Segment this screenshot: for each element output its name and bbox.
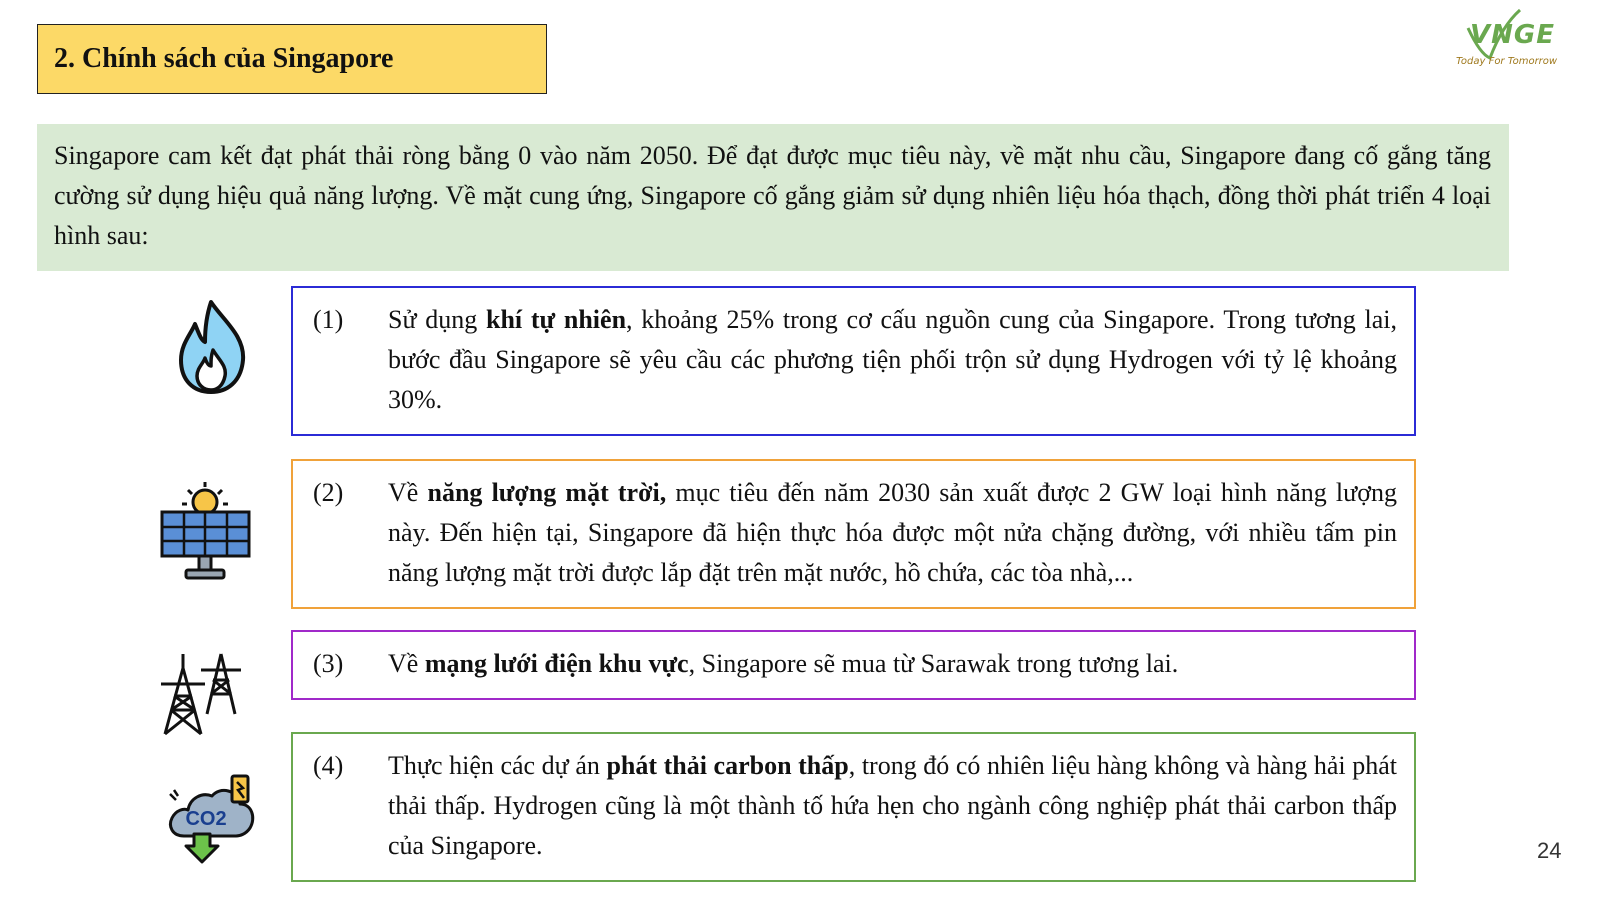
intro-text: Singapore cam kết đạt phát thải ròng bằng 0 vào năm 2050. Để đạt được mục tiêu này, về mặt nhu cầu, Singapore đang cố gắng tăng cường sử dụng hiệu quả năng lượng. Về mặt cung ứng, Singapore cố gắng giảm sử dụng nhiên liệu hóa thạch, đồng thời phát triển 4 loại hình sau: (54, 141, 1491, 250)
item-text (388, 300, 1397, 434)
item-text (388, 473, 1397, 607)
flame-icon (175, 298, 250, 396)
item-keyword: mạng lưới điện khu vực (424, 649, 689, 678)
item-text-rest: mục tiêu đến năm 2030 sản xuất được 2 GW loại hình năng lượng này. Đến hiện tại, Singapore đã hiện thực hóa được một nửa chặng đường, với nhiều tấm pin năng lượng mặt trời được lắp đặt trên mặt nước, hồ chứa, các tòa nhà,... (388, 478, 1397, 587)
item-keyword: khí tự nhiên (486, 305, 627, 334)
item-text-start: Về (388, 649, 425, 678)
item-text (388, 644, 1397, 698)
policy-item-3 (291, 630, 1416, 700)
power-tower-icon (155, 644, 245, 736)
logo-wordmark: VNGE (1470, 20, 1555, 50)
policy-item-4 (291, 732, 1416, 882)
item-number: (2) (313, 478, 344, 507)
co2-cloud-icon (166, 772, 258, 864)
item-text-start: Thực hiện các dự án (388, 751, 607, 780)
logo-tagline: Today For Tomorrow (1456, 56, 1558, 67)
item-text-start: Sử dụng (388, 305, 487, 334)
slide-title-text: 2. Chính sách của Singapore (54, 43, 394, 74)
slide-title (37, 24, 547, 94)
co2-label: CO2 (185, 808, 227, 830)
item-text-rest: , khoảng 25% trong cơ cấu nguồn cung của Singapore. Trong tương lai, bước đầu Singapore sẽ yêu cầu các phương tiện phối trộn sử dụng Hydrogen với tỷ lệ khoảng 30%. (388, 305, 1397, 414)
page-number: 24 (1537, 838, 1562, 863)
item-text-start: Về (388, 478, 428, 507)
item-keyword: phát thải carbon thấp (606, 751, 849, 780)
item-keyword: năng lượng mặt trời, (427, 478, 667, 507)
item-text-rest: , trong đó có nhiên liệu hàng không và hàng hải phát thải thấp. Hydrogen cũng là một thành tố hứa hẹn cho ngành công nghiệp phát thải carbon thấp của Singapore. (388, 751, 1398, 860)
policy-item-2 (291, 459, 1416, 609)
solar-panel-icon (158, 482, 253, 582)
item-number: (4) (313, 751, 344, 780)
vnge-logo (1450, 6, 1590, 76)
intro-box (37, 124, 1509, 271)
item-text-rest: , Singapore sẽ mua từ Sarawak trong tương lai. (688, 649, 1179, 678)
item-number: (3) (313, 649, 344, 678)
item-number: (1) (313, 305, 344, 334)
policy-item-1 (291, 286, 1416, 436)
item-text (388, 746, 1397, 880)
